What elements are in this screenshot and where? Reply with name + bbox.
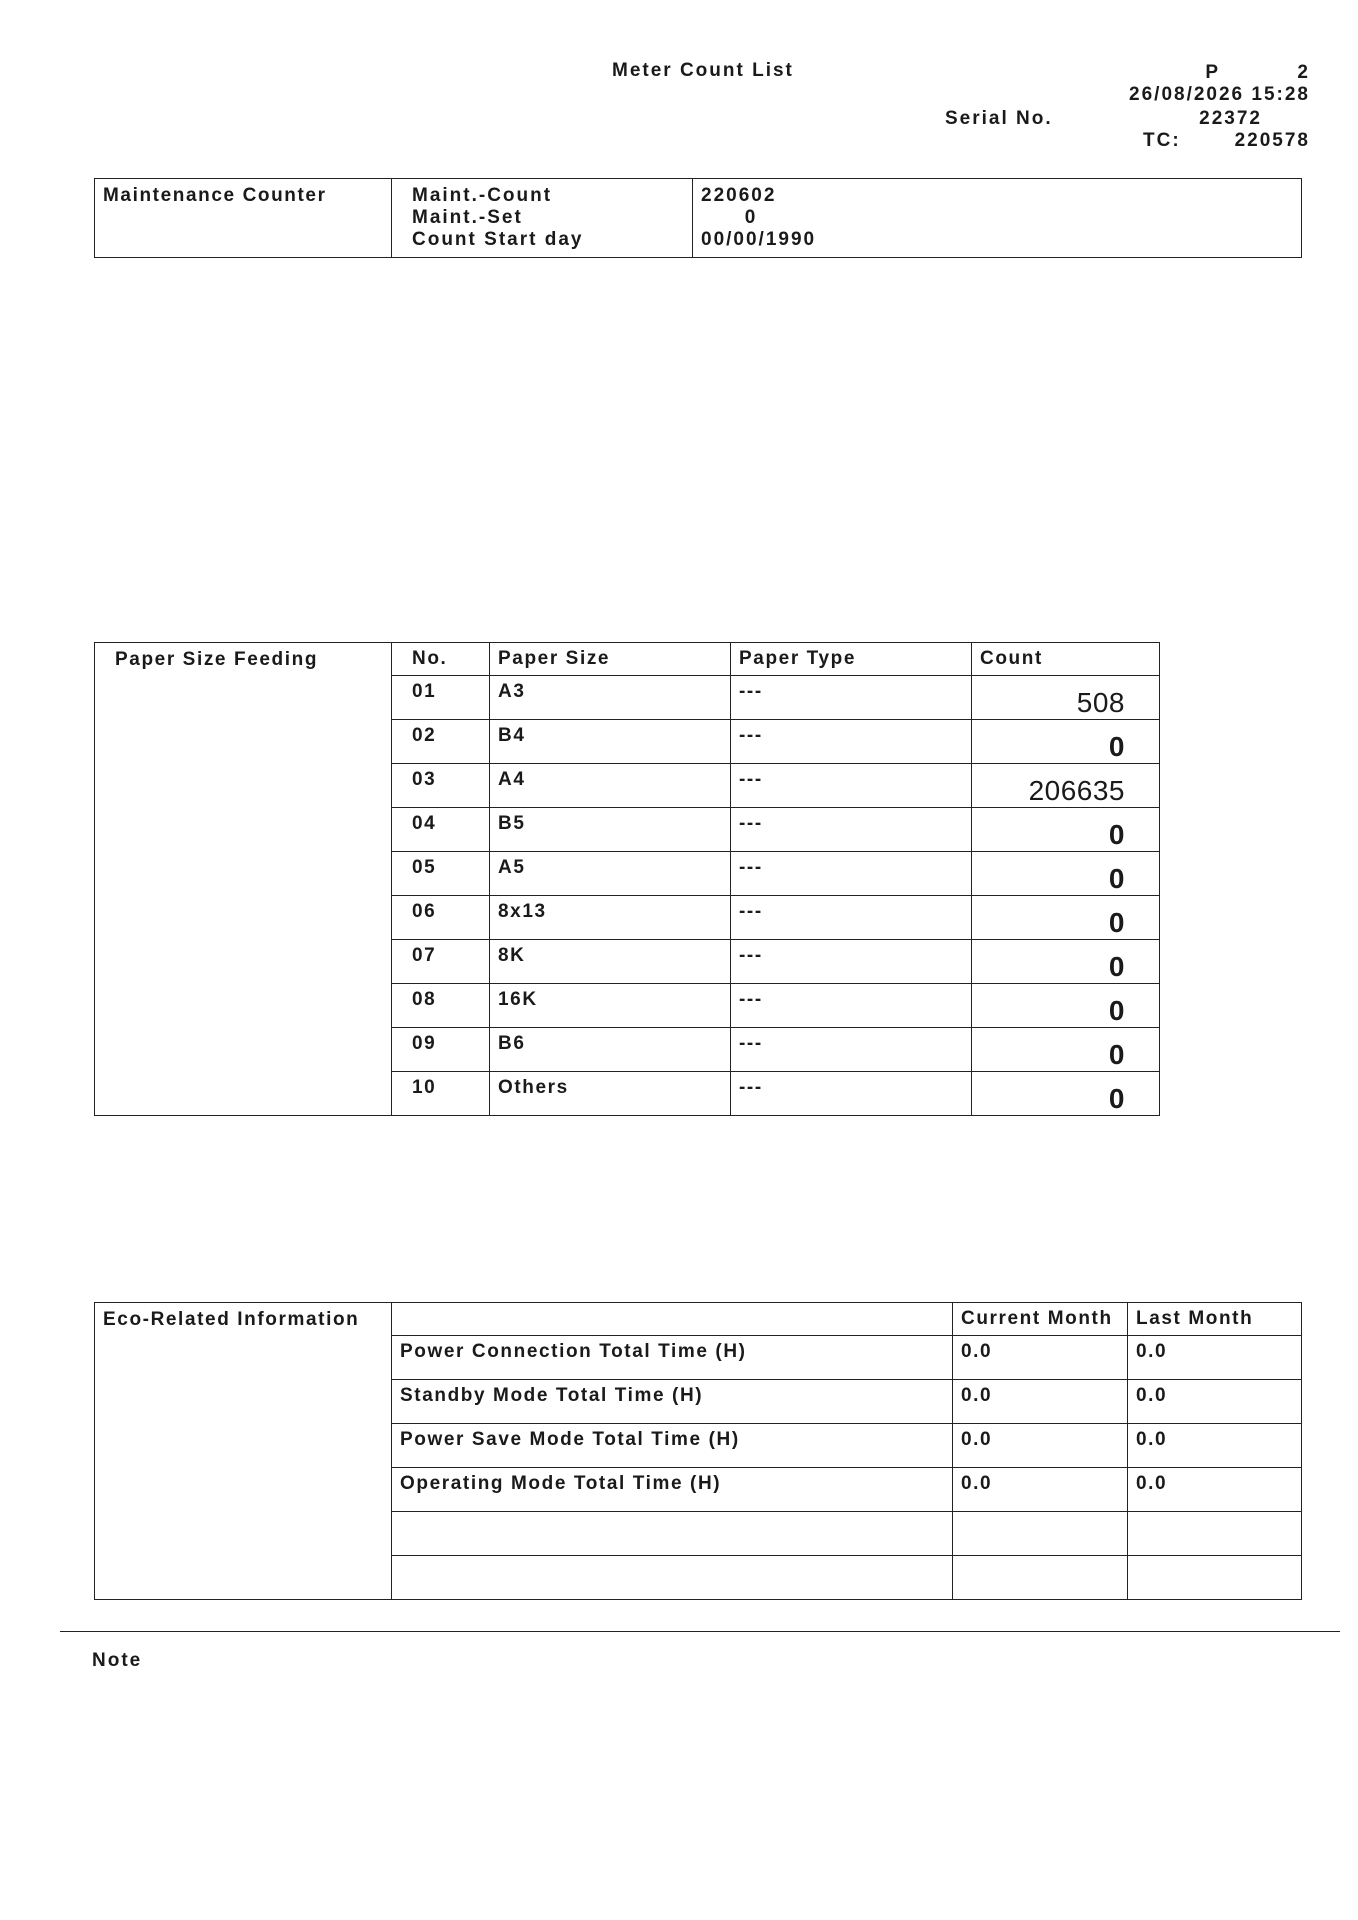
row-type xyxy=(731,676,972,720)
eco-row-last-text: 0.0 xyxy=(1136,1341,1168,1362)
row-count: 0 xyxy=(972,896,1160,940)
eco-col-header-blank xyxy=(392,1303,953,1336)
eco-row-current xyxy=(953,1380,1128,1424)
row-type-text: --- xyxy=(739,813,763,834)
row-size xyxy=(490,808,731,852)
row-size-text: 16K xyxy=(498,989,538,1010)
row-type xyxy=(731,896,972,940)
eco-row-last-text: 0.0 xyxy=(1136,1385,1168,1406)
serial-label: Serial No. xyxy=(945,108,1053,129)
eco-row-current-text: 0.0 xyxy=(961,1341,993,1362)
row-type xyxy=(731,764,972,808)
row-no-text: 07 xyxy=(412,945,437,966)
row-count: 508 xyxy=(972,676,1160,720)
eco-row-label xyxy=(392,1556,953,1600)
col-header-type-text: Paper Type xyxy=(739,648,857,669)
row-type-text: --- xyxy=(739,1033,763,1054)
row-size xyxy=(490,852,731,896)
row-size-text: A5 xyxy=(498,857,526,878)
row-count: 0 xyxy=(972,808,1160,852)
eco-col-header-current xyxy=(953,1303,1128,1336)
row-type-text: --- xyxy=(739,1077,763,1098)
eco-row-label-text: Power Connection Total Time (H) xyxy=(400,1341,747,1362)
row-size xyxy=(490,720,731,764)
eco-row-last-text xyxy=(1128,1512,1301,1522)
row-no-text: 10 xyxy=(412,1077,437,1098)
maintenance-labels-cell xyxy=(392,179,693,258)
row-size-text: A4 xyxy=(498,769,526,790)
col-header-no xyxy=(392,643,490,676)
row-size-text: 8K xyxy=(498,945,526,966)
eco-row-last xyxy=(1128,1468,1302,1512)
eco-row-current xyxy=(953,1336,1128,1380)
row-count: 0 xyxy=(972,984,1160,1028)
row-size-text: B6 xyxy=(498,1033,526,1054)
eco-row-last xyxy=(1128,1336,1302,1380)
eco-row-current xyxy=(953,1512,1128,1556)
row-size xyxy=(490,984,731,1028)
eco-row-current-text xyxy=(953,1556,1127,1566)
tc-value: 220578 xyxy=(1234,130,1310,151)
eco-row-label xyxy=(392,1512,953,1556)
eco-row-last-text: 0.0 xyxy=(1136,1473,1168,1494)
eco-row-current-text: 0.0 xyxy=(961,1385,993,1406)
row-size-text: A3 xyxy=(498,681,526,702)
col-header-count xyxy=(972,643,1160,676)
maint-set-label: Maint.-Set xyxy=(412,207,523,228)
eco-row-last xyxy=(1128,1424,1302,1468)
eco-section-label xyxy=(95,1303,392,1600)
row-count: 0 xyxy=(972,940,1160,984)
eco-row-current xyxy=(953,1556,1128,1600)
row-count: 0 xyxy=(972,720,1160,764)
eco-row-label-text: Standby Mode Total Time (H) xyxy=(400,1385,704,1406)
row-no xyxy=(392,940,490,984)
eco-row-label-text: Power Save Mode Total Time (H) xyxy=(400,1429,740,1450)
row-no-text: 06 xyxy=(412,901,437,922)
row-size xyxy=(490,1028,731,1072)
count-start-day-label: Count Start day xyxy=(412,229,584,250)
maint-count-value: 220602 xyxy=(701,185,777,206)
maint-count-label: Maint.-Count xyxy=(412,185,553,206)
row-type-text: --- xyxy=(739,989,763,1010)
eco-related-table xyxy=(94,1302,1302,1600)
row-no xyxy=(392,984,490,1028)
row-no-text: 02 xyxy=(412,725,437,746)
row-size xyxy=(490,940,731,984)
note-divider xyxy=(60,1631,1340,1632)
eco-col-header-last-text: Last Month xyxy=(1136,1308,1254,1329)
row-no-text: 01 xyxy=(412,681,437,702)
eco-row-last-text xyxy=(1128,1556,1301,1566)
eco-row-last-text: 0.0 xyxy=(1136,1429,1168,1450)
eco-row-last xyxy=(1128,1380,1302,1424)
page-title: Meter Count List xyxy=(612,60,794,81)
row-no-text: 05 xyxy=(412,857,437,878)
col-header-size xyxy=(490,643,731,676)
eco-row-label xyxy=(392,1468,953,1512)
eco-row-current-text xyxy=(953,1512,1127,1522)
row-count: 206635 xyxy=(972,764,1160,808)
maintenance-values-cell xyxy=(693,179,1302,258)
row-type-text: --- xyxy=(739,681,763,702)
eco-row-current-text: 0.0 xyxy=(961,1429,993,1450)
row-count: 0 xyxy=(972,852,1160,896)
row-type-text: --- xyxy=(739,725,763,746)
row-count: 0 xyxy=(972,1028,1160,1072)
row-type xyxy=(731,1028,972,1072)
row-count: 0 xyxy=(972,1072,1160,1116)
row-size xyxy=(490,896,731,940)
paper-section-label xyxy=(95,643,392,1116)
row-type xyxy=(731,720,972,764)
eco-section-label-text: Eco-Related Information xyxy=(103,1309,360,1330)
row-no xyxy=(392,676,490,720)
row-type-text: --- xyxy=(739,901,763,922)
paper-size-feeding-table xyxy=(94,642,1160,1116)
eco-row-current-text: 0.0 xyxy=(961,1473,993,1494)
row-type xyxy=(731,940,972,984)
row-type-text: --- xyxy=(739,769,763,790)
row-size xyxy=(490,764,731,808)
maint-set-value: 0 xyxy=(744,207,758,228)
eco-row-label-text xyxy=(392,1512,952,1522)
row-size xyxy=(490,676,731,720)
serial-value: 22372 xyxy=(1199,108,1262,129)
row-no xyxy=(392,896,490,940)
row-no xyxy=(392,808,490,852)
paper-section-label-text: Paper Size Feeding xyxy=(115,649,319,670)
print-datetime: 26/08/2026 15:28 xyxy=(1129,84,1310,105)
row-no-text: 04 xyxy=(412,813,437,834)
eco-row-last xyxy=(1128,1512,1302,1556)
row-size-text: 8x13 xyxy=(498,901,547,922)
maintenance-section-label xyxy=(95,179,392,258)
row-type xyxy=(731,1072,972,1116)
eco-row-label xyxy=(392,1380,953,1424)
row-type xyxy=(731,984,972,1028)
col-header-count-text: Count xyxy=(980,648,1043,669)
row-no xyxy=(392,720,490,764)
eco-col-header-last xyxy=(1128,1303,1302,1336)
eco-row-label xyxy=(392,1336,953,1380)
eco-row-last xyxy=(1128,1556,1302,1600)
row-no-text: 08 xyxy=(412,989,437,1010)
row-no xyxy=(392,1072,490,1116)
row-type xyxy=(731,808,972,852)
eco-row-label-text: Operating Mode Total Time (H) xyxy=(400,1473,722,1494)
maintenance-section-label-text: Maintenance Counter xyxy=(103,185,327,206)
row-no-text: 09 xyxy=(412,1033,437,1054)
col-header-size-text: Paper Size xyxy=(498,648,611,669)
page-number: 2 xyxy=(1297,62,1310,83)
row-size-text: Others xyxy=(498,1077,569,1098)
eco-col-header-current-text: Current Month xyxy=(961,1308,1113,1329)
eco-row-label-text xyxy=(392,1556,952,1566)
count-start-day-value: 00/00/1990 xyxy=(701,229,817,250)
note-label: Note xyxy=(92,1650,143,1671)
row-no xyxy=(392,764,490,808)
eco-row-current xyxy=(953,1424,1128,1468)
row-size xyxy=(490,1072,731,1116)
row-no xyxy=(392,1028,490,1072)
row-type-text: --- xyxy=(739,945,763,966)
row-type-text: --- xyxy=(739,857,763,878)
maintenance-counter-table xyxy=(94,178,1302,258)
row-no-text: 03 xyxy=(412,769,437,790)
row-size-text: B5 xyxy=(498,813,526,834)
row-type xyxy=(731,852,972,896)
eco-row-current xyxy=(953,1468,1128,1512)
row-size-text: B4 xyxy=(498,725,526,746)
tc-label: TC: xyxy=(1143,130,1181,151)
eco-row-label xyxy=(392,1424,953,1468)
row-no xyxy=(392,852,490,896)
page-label: P xyxy=(1205,62,1220,83)
col-header-type xyxy=(731,643,972,676)
col-header-no-text: No. xyxy=(412,648,448,669)
